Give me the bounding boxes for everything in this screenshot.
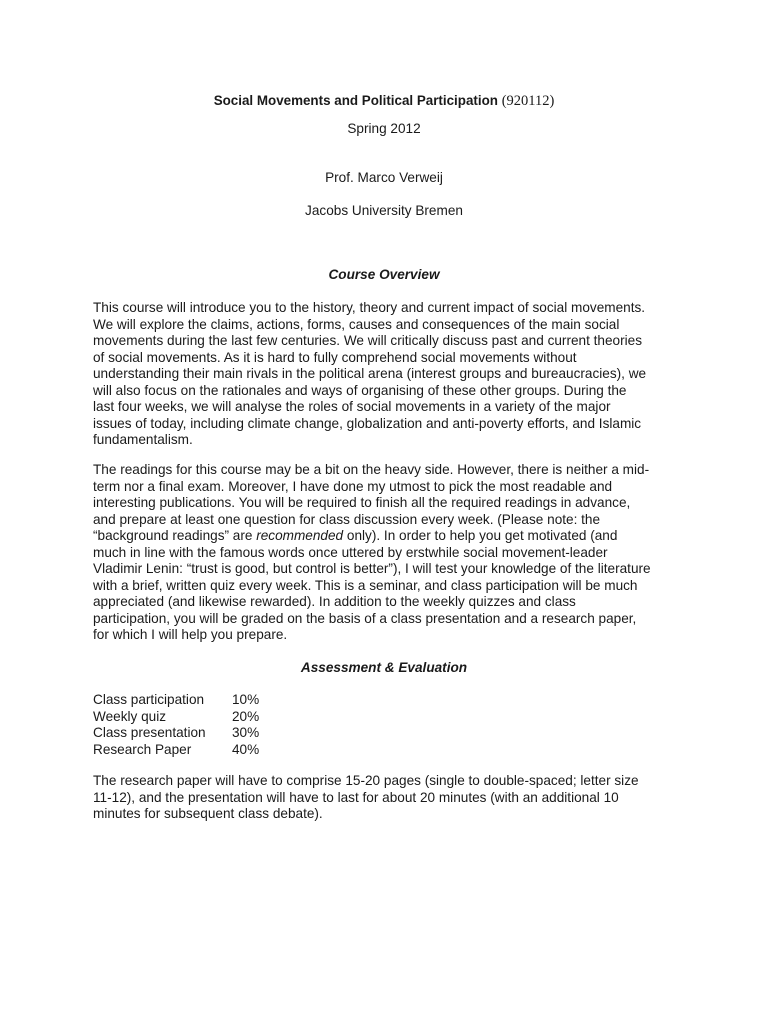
paragraph-line — [93, 528, 683, 545]
paragraph-line: participation, you will be graded on the basis of a class presentation and a research paper, — [93, 610, 637, 626]
table-row — [93, 742, 259, 759]
course-overview-paragraph — [93, 300, 683, 449]
table-row — [93, 725, 259, 742]
paragraph-line: much in line with the famous words once uttered by erstwhile social movement-leader — [93, 544, 608, 560]
paragraph-line: We will explore the claims, actions, forms, causes and consequences of the main social — [93, 316, 620, 332]
course-overview-heading: Course Overview — [328, 267, 440, 282]
paragraph-line: This course will introduce you to the history, theory and current impact of social movements. — [93, 300, 646, 315]
text-segment: “background readings” are — [93, 528, 257, 543]
paragraph-line: understanding their main rivals in the political arena (interest groups and bureaucracies), we — [93, 366, 647, 381]
assessment-label: Class participation — [93, 692, 205, 707]
paragraph-line: term nor a final exam. Moreover, I have done my utmost to pick the most readable and — [93, 478, 613, 494]
emphasized-word: recommended — [256, 528, 344, 543]
research-paper-paragraph — [93, 773, 683, 823]
paragraph-line: of social movements. As it is hard to fully comprehend social movements without — [93, 349, 577, 365]
paragraph-line: minutes for subsequent class debate). — [93, 806, 323, 821]
paragraph-line: Vladimir Lenin: “trust is good, but control is better”), I will test your knowledge of the literature — [93, 561, 651, 576]
assessment-weight: 40% — [232, 741, 260, 757]
assessment-weight: 10% — [232, 692, 260, 707]
paragraph-line: issues of today, including climate change, globalization and anti-poverty efforts, and Islamic — [93, 415, 642, 431]
paragraph-line: appreciated (and likewise rewarded). In addition to the weekly quizzes and class — [93, 594, 576, 609]
text-segment: only). In order to help you get motivated (and — [343, 528, 618, 543]
paragraph-line: The research paper will have to comprise 15-20 pages (single to double-spaced; letter size — [93, 773, 639, 788]
paragraph-line: The readings for this course may be a bit on the heavy side. However, there is neither a mid- — [93, 462, 650, 477]
paragraph-line: and prepare at least one question for class discussion every week. (Please note: the — [93, 511, 601, 527]
assessment-weight: 20% — [232, 708, 260, 724]
readings-paragraph — [93, 462, 683, 644]
course-title: Social Movements and Political Participation — [213, 93, 498, 108]
assessment-weight: 30% — [232, 725, 260, 740]
assessment-label: Class presentation — [93, 725, 206, 740]
institution-name: Jacobs University Bremen — [305, 203, 463, 218]
course-title-line — [0, 93, 768, 110]
assessment-table — [93, 692, 259, 758]
paragraph-line: fundamentalism. — [93, 432, 193, 447]
table-row — [93, 692, 259, 709]
assessment-label: Research Paper — [93, 741, 192, 757]
paragraph-line: for which I will help you prepare. — [93, 627, 288, 642]
paragraph-line: interesting publications. You will be required to finish all the required readings in advance, — [93, 495, 631, 510]
professor-name: Prof. Marco Verweij — [325, 170, 443, 185]
paragraph-line: movements during the last few centuries. We will critically discuss past and current theories — [93, 333, 643, 348]
paragraph-line: with a brief, written quiz every week. This is a seminar, and class participation will be much — [93, 577, 638, 593]
course-code: (920112) — [501, 93, 555, 109]
paragraph-line: will also focus on the rationales and ways of organising of these other groups. During the — [93, 382, 627, 398]
assessment-heading: Assessment & Evaluation — [300, 660, 468, 675]
course-term: Spring 2012 — [347, 121, 421, 136]
paragraph-line: last four weeks, we will analyse the roles of social movements in a variety of the major — [93, 399, 611, 414]
assessment-label: Weekly quiz — [93, 708, 167, 724]
table-row — [93, 709, 259, 726]
paragraph-line: 11-12), and the presentation will have to last for about 20 minutes (with an additional 10 — [93, 789, 619, 805]
